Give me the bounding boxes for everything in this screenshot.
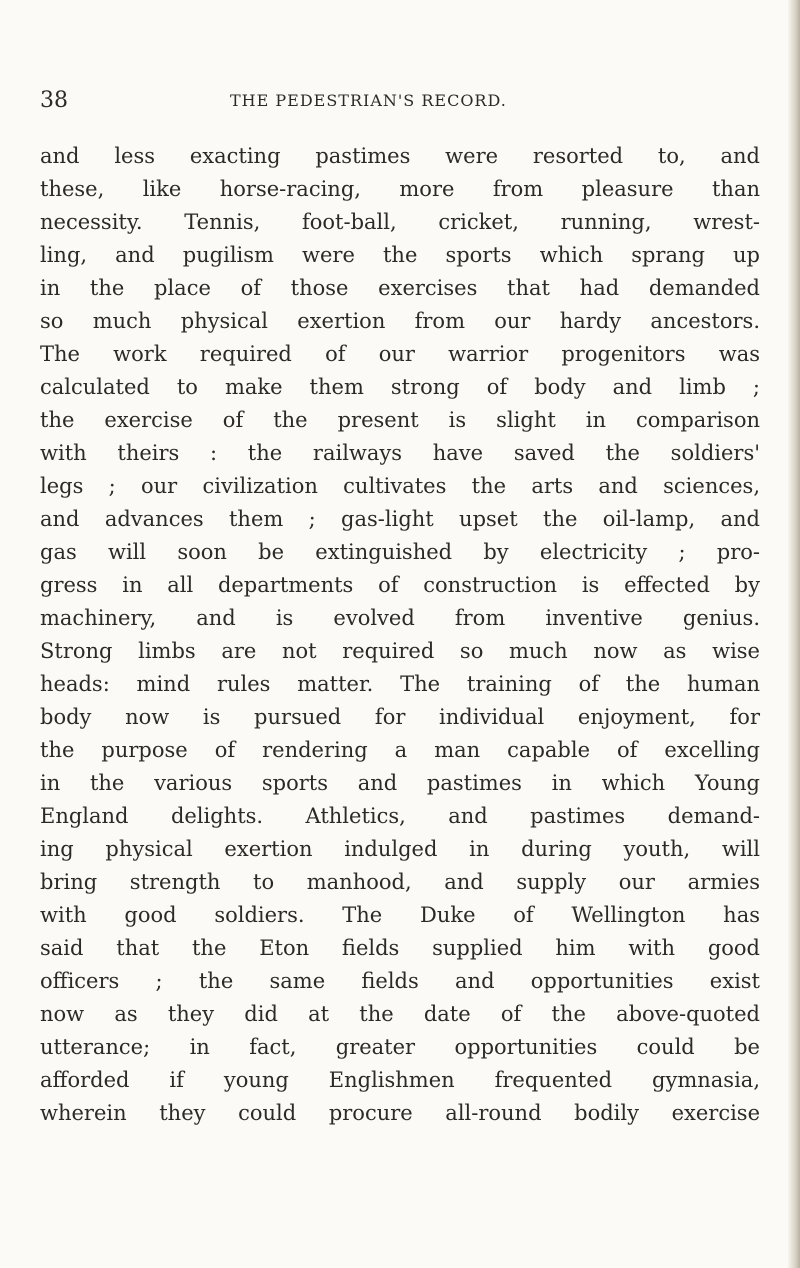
text-line: gress in all departments of construction is effected by — [40, 573, 760, 597]
text-line: gas will soon be extinguished by electricity ; pro- — [40, 540, 760, 564]
text-line: calculated to make them strong of body and limb ; — [40, 375, 760, 399]
text-line: with good soldiers. The Duke of Wellington has — [40, 903, 760, 927]
text-line: wherein they could procure all-round bodily exercise — [40, 1101, 760, 1125]
text-line: afforded if young Englishmen frequented gymnasia, — [40, 1068, 760, 1092]
text-line: necessity. Tennis, foot-ball, cricket, running, wrest- — [40, 210, 760, 234]
text-line: said that the Eton fields supplied him with good — [40, 936, 760, 960]
text-line: utterance; in fact, greater opportunities could be — [40, 1035, 760, 1059]
text-line: and advances them ; gas-light upset the oil-lamp, and — [40, 507, 760, 531]
text-line: body now is pursued for individual enjoyment, for — [40, 705, 760, 729]
body-text — [40, 140, 760, 1130]
text-line: in the place of those exercises that had demanded — [40, 276, 760, 300]
text-line: these, like horse-racing, more from pleasure than — [40, 177, 760, 201]
text-line: ing physical exertion indulged in during youth, will — [40, 837, 760, 861]
running-head — [40, 88, 760, 118]
text-line: with theirs : the railways have saved the soldiers' — [40, 441, 760, 465]
text-line: the purpose of rendering a man capable of excelling — [40, 738, 760, 762]
page-number: 38 — [40, 88, 68, 113]
text-line: England delights. Athletics, and pastimes demand- — [40, 804, 760, 828]
text-line: Strong limbs are not required so much now as wise — [40, 639, 760, 663]
page-edge-shadow — [788, 0, 800, 1268]
text-line: so much physical exertion from our hardy ancestors. — [40, 309, 760, 333]
text-line: heads: mind rules matter. The training of the human — [40, 672, 760, 696]
text-line: in the various sports and pastimes in which Young — [40, 771, 760, 795]
text-line: ling, and pugilism were the sports which sprang up — [40, 243, 760, 267]
text-line: now as they did at the date of the above-quoted — [40, 1002, 760, 1026]
text-line: The work required of our warrior progenitors was — [40, 342, 760, 366]
text-line: the exercise of the present is slight in comparison — [40, 408, 760, 432]
text-line: legs ; our civilization cultivates the arts and sciences, — [40, 474, 760, 498]
text-line: bring strength to manhood, and supply our armies — [40, 870, 760, 894]
text-line: machinery, and is evolved from inventive genius. — [40, 606, 760, 630]
text-line: and less exacting pastimes were resorted to, and — [40, 144, 760, 168]
text-line: officers ; the same fields and opportunities exist — [40, 969, 760, 993]
running-title: THE PEDESTRIAN'S RECORD. — [230, 91, 507, 110]
